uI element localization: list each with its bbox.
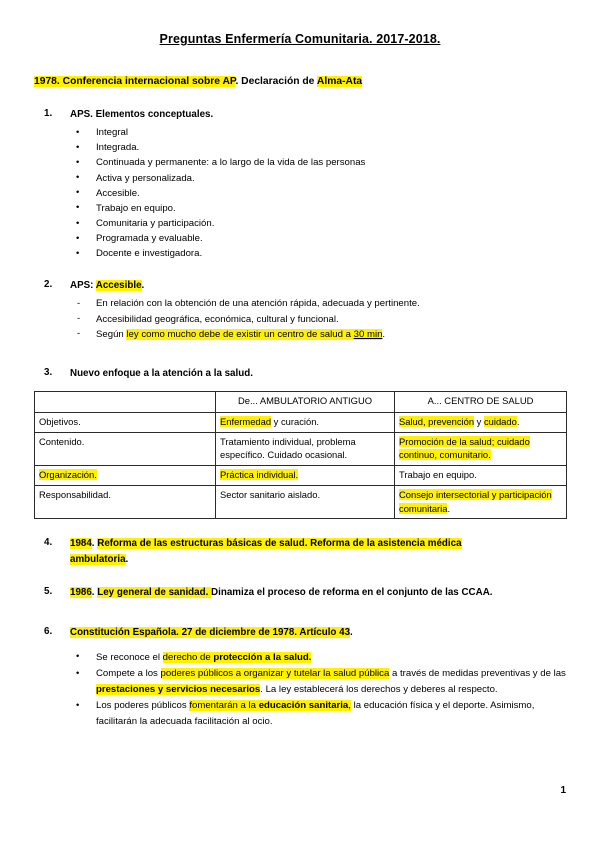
b3-highlight-bold: educación sanitaria <box>258 700 349 712</box>
row-label-organizacion <box>35 465 216 485</box>
row-responsabilidad-ambulatorio: Sector sanitario aislado. <box>216 485 395 518</box>
list-item: - Accesibilidad geográfica, económica, cultural y funcional. <box>70 312 566 327</box>
list-item: • Integral <box>70 125 566 140</box>
cell-highlight: Organización. <box>39 468 97 480</box>
heading-plain: . Declaración de <box>235 76 317 88</box>
item-2-title-highlight: Accesible <box>95 280 142 292</box>
list-item-6 <box>34 625 566 730</box>
item-2-title-end: . <box>141 280 145 292</box>
b2-highlight-bold: prestaciones y servicios necesarios <box>96 683 261 695</box>
heading-highlight-primary: 1978. Conferencia internacional sobre AP <box>34 76 236 88</box>
item-2-dashes <box>70 296 566 341</box>
b1-plain: Se reconoce el <box>96 651 163 663</box>
list-item <box>70 698 566 729</box>
heading-highlight-alma-ata: Alma-Ata <box>316 76 363 88</box>
item-4-year: 1984 <box>70 538 92 550</box>
cell-plain-b: . <box>516 415 520 427</box>
list-item: • Continuada y permanente: a lo largo de la vida de las personas <box>70 155 566 170</box>
cell-highlight: Promoción de la salud; cuidado continuo, comunitario. <box>399 435 530 461</box>
row-organizacion-centro: Trabajo en equipo. <box>395 465 567 485</box>
b2-highlight-reg: poderes públicos a organizar y tutelar la salud pública <box>160 668 390 680</box>
item-4-body: Reforma de las estructuras básicas de salud. Reforma de la asistencia médica <box>97 538 462 550</box>
numbered-sections-continued <box>34 536 566 729</box>
row-objetivos-centro <box>395 412 567 432</box>
row-objetivos-ambulatorio <box>216 412 395 432</box>
b2-plain-a: Compete a los <box>96 668 161 680</box>
dash-3-highlight-text: ley como mucho debe de existir un centro de salud a <box>126 328 354 340</box>
item-6-title <box>70 627 353 638</box>
item-number: 5. <box>44 586 53 597</box>
list-item-3 <box>34 366 566 382</box>
item-5-year: 1986 <box>70 587 92 598</box>
item-2-title-plain: APS: <box>70 280 96 292</box>
row-contenido-centro <box>395 432 567 465</box>
b2-plain-b: a través de medidas preventivas y de las <box>389 668 566 680</box>
table-header-ambulatorio: De... AMBULATORIO ANTIGUO <box>216 391 395 412</box>
b3-highlight-reg: fomentarán a la <box>189 700 259 712</box>
list-item: • Docente e investigadora. <box>70 246 566 261</box>
item-number: 2. <box>44 279 53 291</box>
item-3-title: Nuevo enfoque a la atención a la salud. <box>70 367 253 379</box>
page-number: 1 <box>560 785 566 796</box>
list-item <box>70 650 566 666</box>
list-item: • Accesible. <box>70 186 566 201</box>
list-item: - En relación con la obtención de una atención rápida, adecuada y pertinente. <box>70 296 566 311</box>
enfoque-table <box>34 391 567 520</box>
table-header-row <box>35 391 567 412</box>
list-item: • Comunitaria y participación. <box>70 216 566 231</box>
item-number: 3. <box>44 366 53 378</box>
b1-highlight-reg: derecho de <box>162 651 214 663</box>
table-row <box>35 432 567 465</box>
cell-highlight: Enfermedad <box>220 415 272 427</box>
cell-plain: . <box>447 502 451 514</box>
row-label-responsabilidad: Responsabilidad. <box>35 485 216 518</box>
list-item: • Activa y personalizada. <box>70 171 566 186</box>
row-label-objetivos: Objetivos. <box>35 412 216 432</box>
list-item: • Programada y evaluable. <box>70 231 566 246</box>
cell-highlight: Consejo intersectorial y participación comunitaria <box>399 488 552 514</box>
b3-plain-b: la educación física y el deporte. Asimismo, facilitarán la adecuada facilitación al ocio. <box>96 700 535 727</box>
b3-plain-a: Los poderes públicos <box>96 700 190 712</box>
table-header-blank <box>35 391 216 412</box>
b3-highlight-comma: , <box>348 700 351 712</box>
item-1-title: APS. Elementos conceptuales. <box>70 109 214 121</box>
row-label-contenido: Contenido. <box>35 432 216 465</box>
cell-highlight: Práctica individual. <box>220 468 299 480</box>
item-4-end: . <box>125 554 129 566</box>
item-number: 4. <box>44 537 53 549</box>
table-header-centro-salud: A... CENTRO DE SALUD <box>395 391 567 412</box>
list-item: • Integrada. <box>70 140 566 155</box>
item-4-body-line2: ambulatoria <box>70 554 126 566</box>
dash-3-end: . <box>382 328 386 340</box>
list-item-4 <box>34 536 566 568</box>
section-heading <box>34 75 566 90</box>
b2-plain-c: . La ley establecerá los derechos y deberes al respecto. <box>260 683 498 695</box>
list-item <box>70 666 566 697</box>
row-contenido-ambulatorio: Tratamiento individual, problema específico. Cuidado ocasional. <box>216 432 395 465</box>
table-row <box>35 412 567 432</box>
cell-plain: y curación. <box>271 415 320 427</box>
item-1-bullets <box>70 125 566 261</box>
cell-highlight-a: Salud, prevención <box>399 415 475 427</box>
dash-3-plain: Según <box>96 328 127 340</box>
cell-plain-a: y <box>474 415 484 427</box>
page-title: Preguntas Enfermería Comunitaria. 2017-2018. <box>159 32 441 46</box>
item-5-rest: Dinamiza el proceso de reforma en el conjunto de las CCAA. <box>211 587 493 598</box>
b1-highlight-bold: protección a la salud. <box>213 651 312 663</box>
table-row <box>35 465 567 485</box>
list-item: • Trabajo en equipo. <box>70 201 566 216</box>
list-item <box>70 327 566 342</box>
b3-highlight <box>189 700 351 711</box>
item-5-text <box>70 587 493 598</box>
item-2-title <box>70 280 144 291</box>
item-5-dot: . <box>91 587 98 598</box>
item-number: 6. <box>44 625 53 637</box>
row-organizacion-ambulatorio <box>216 465 395 485</box>
list-item-1 <box>34 107 566 261</box>
dash-3-underlined-time: 30 min <box>353 328 383 340</box>
item-number: 1. <box>44 108 53 120</box>
b1-highlight <box>163 652 312 663</box>
cell-highlight-b: cuidado <box>483 415 517 427</box>
item-6-bullets <box>70 650 566 730</box>
item-5-law: Ley general de sanidad. <box>97 587 212 598</box>
item-4-dot: . <box>91 538 98 550</box>
table-row <box>35 485 567 518</box>
item-4-text <box>70 538 462 565</box>
list-item-2 <box>34 278 566 341</box>
dash-3-highlight <box>126 329 382 340</box>
numbered-sections <box>34 107 566 382</box>
row-responsabilidad-centro <box>395 485 567 518</box>
item-6-bullets-wrapper <box>70 650 566 730</box>
item-6-title-highlight: Constitución Española. 27 de diciembre de 1978. Artículo 43 <box>70 626 351 638</box>
item-6-title-end: . <box>350 626 353 638</box>
list-item-5 <box>34 585 566 601</box>
